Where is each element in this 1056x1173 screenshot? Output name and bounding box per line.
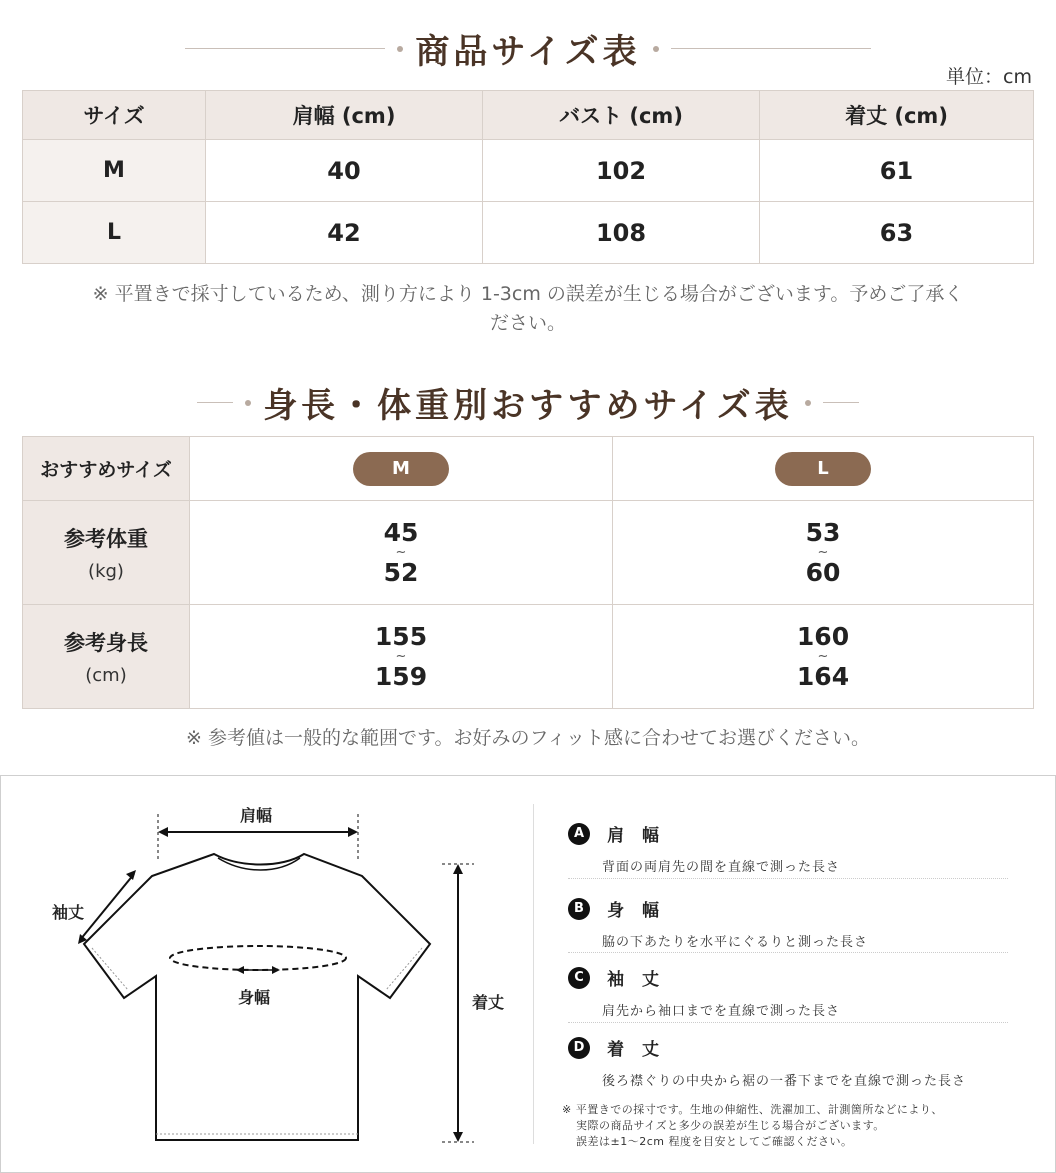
range-tilde: ~	[817, 648, 829, 664]
legend-name: 肩 幅	[607, 826, 666, 846]
length-cell: 63	[760, 202, 1034, 264]
title-dot	[805, 400, 811, 406]
range-min: 160	[796, 621, 850, 651]
legend-desc: 背面の両肩先の間を直線で測った長さ	[602, 860, 841, 875]
height-l-cell	[613, 605, 1034, 709]
title-dot	[653, 46, 659, 52]
range-min: 45	[383, 517, 419, 547]
height-label: 参考身長	[64, 631, 148, 655]
reco-header-label: おすすめサイズ	[23, 437, 190, 501]
range-tilde: ~	[395, 544, 407, 560]
size-cell: M	[23, 140, 206, 202]
size-pill-m: M	[353, 452, 449, 486]
unit-label: 単位：cm	[946, 66, 1032, 88]
title-rule	[197, 402, 233, 403]
letter-c-badge: C	[568, 967, 590, 989]
header-shoulder: 肩幅 (cm)	[206, 91, 483, 140]
header-size: サイズ	[23, 91, 206, 140]
weight-m-cell	[190, 501, 613, 605]
table-row	[23, 202, 1034, 264]
note-line: ださい。	[489, 312, 566, 334]
length-cell: 61	[760, 140, 1034, 202]
body-label: 身幅	[238, 988, 271, 1007]
size-pill-cell	[190, 437, 613, 501]
note-line: ※ 平置きでの採寸です。生地の伸縮性、洗濯加工、計測箇所などにより、	[562, 1103, 943, 1116]
legend-divider	[568, 1022, 1008, 1023]
legend-divider	[568, 952, 1008, 953]
range-max: 60	[805, 557, 841, 587]
height-m-cell	[190, 605, 613, 709]
note-line: 誤差は±1〜2cm 程度を目安としてご確認ください。	[576, 1135, 853, 1148]
panel-divider	[533, 804, 534, 1144]
size-table-title: 商品サイズ表	[415, 32, 641, 72]
weight-l-cell	[613, 501, 1034, 605]
letter-d-badge: D	[568, 1037, 590, 1059]
legend-name: 袖 丈	[607, 970, 666, 990]
legend-desc: 後ろ襟ぐりの中央から裾の一番下までを直線で測った長さ	[602, 1074, 967, 1089]
height-unit: (cm)	[85, 665, 127, 686]
legend-item-length	[568, 1035, 1008, 1087]
note-line: 実際の商品サイズと多少の誤差が生じる場合がございます。	[576, 1119, 885, 1132]
title-rule	[185, 48, 385, 49]
letter-a-badge: A	[568, 823, 590, 845]
legend-item-sleeve	[568, 965, 1008, 1023]
note-line: ※ 平置きで採寸しているため、測り方により 1-3cm の誤差が生じる場合がございます。予めご了承く	[92, 283, 964, 305]
bust-cell: 108	[483, 202, 760, 264]
title-dot	[245, 400, 251, 406]
arrow-head	[453, 1132, 463, 1142]
arrow-head	[453, 864, 463, 874]
length-label: 着丈	[472, 993, 505, 1012]
header-length: 着丈 (cm)	[760, 91, 1034, 140]
legend-desc: 肩先から袖口までを直線で測った長さ	[602, 1004, 841, 1019]
weight-label-cell	[23, 501, 190, 605]
arrow-head	[348, 827, 358, 837]
legend-desc: 脇の下あたりを水平にぐるりと測った長さ	[602, 935, 869, 950]
range-max: 52	[383, 557, 419, 587]
title-rule	[671, 48, 871, 49]
title-dot	[397, 46, 403, 52]
shoulder-cell: 42	[206, 202, 483, 264]
size-pill-cell	[613, 437, 1034, 501]
legend-item-shoulder	[568, 821, 1008, 879]
arrow-head	[158, 827, 168, 837]
range-min: 53	[805, 517, 841, 547]
size-table	[22, 90, 1034, 264]
size-table-title-row	[0, 24, 1056, 73]
size-cell: L	[23, 202, 206, 264]
reco-table-title-row	[0, 378, 1056, 427]
height-row	[23, 605, 1034, 709]
legend-divider	[568, 878, 1008, 879]
size-pill-l: L	[775, 452, 871, 486]
reco-header-row	[23, 437, 1034, 501]
guide-note	[562, 1102, 943, 1150]
range-max: 164	[796, 661, 850, 691]
reco-table-title: 身長・体重別おすすめサイズ表	[263, 386, 793, 426]
sleeve-label: 袖丈	[52, 903, 85, 922]
legend-name: 身 幅	[607, 901, 666, 921]
height-label-cell	[23, 605, 190, 709]
weight-unit: (kg)	[88, 561, 124, 582]
size-table-note	[40, 280, 1016, 338]
range-tilde: ~	[395, 648, 407, 664]
table-row	[23, 140, 1034, 202]
shoulder-cell: 40	[206, 140, 483, 202]
legend-item-body	[568, 896, 1008, 953]
bust-cell: 102	[483, 140, 760, 202]
range-max: 159	[374, 661, 428, 691]
reco-table	[22, 436, 1034, 709]
range-tilde: ~	[817, 544, 829, 560]
range-min: 155	[374, 621, 428, 651]
letter-b-badge: B	[568, 898, 590, 920]
reco-table-note: ※ 参考値は一般的な範囲です。お好みのフィット感に合わせてお選びください。	[186, 727, 870, 749]
weight-label: 参考体重	[64, 527, 148, 551]
size-table-header	[23, 91, 1034, 140]
weight-row	[23, 501, 1034, 605]
header-bust: バスト (cm)	[483, 91, 760, 140]
legend-name: 着 丈	[607, 1040, 666, 1060]
tshirt-diagram	[40, 800, 480, 1160]
title-rule	[823, 402, 859, 403]
shoulder-label: 肩幅	[240, 806, 273, 825]
